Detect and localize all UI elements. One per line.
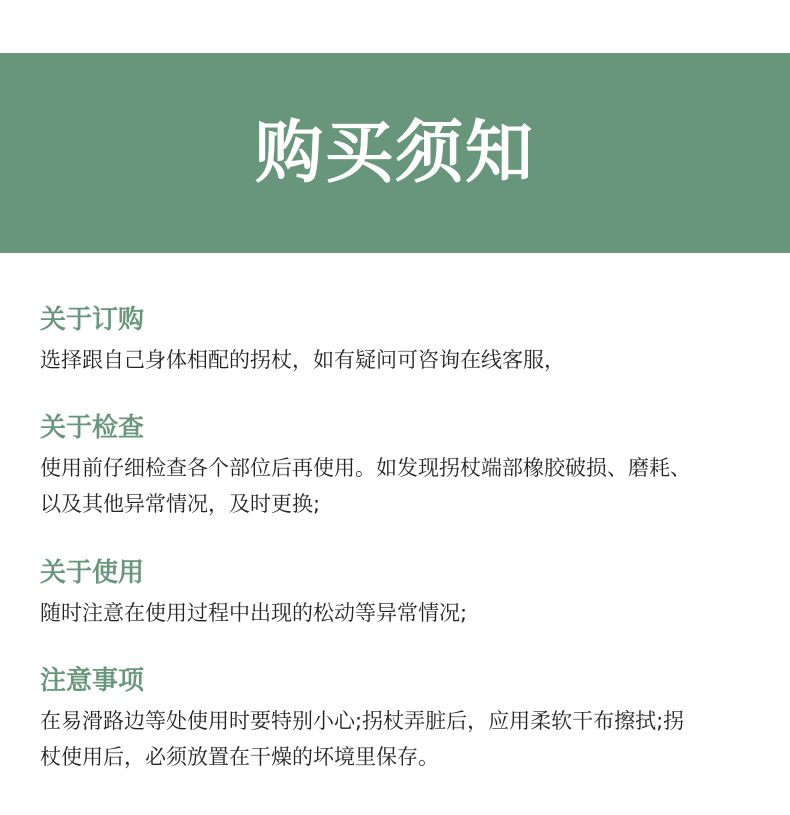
section-body: 在易滑路边等处使用时要特别小心;拐杖弄脏后，应用柔软干布擦拭;拐 杖使用后，必须放置在干燥的坏境里保存。 — [40, 709, 685, 769]
section-heading: 关于检查 — [40, 413, 145, 443]
page-title: 购买须知 — [254, 114, 535, 193]
section-ordering — [40, 304, 760, 378]
header-banner — [0, 53, 790, 253]
section-body: 使用前仔细检查各个部位后再使用。如发现拐杖端部橡胶破损、磨耗、 以及其他异常情况，及时更换; — [40, 456, 691, 516]
section-body: 随时注意在使用过程中出现的松动等异常情况; — [40, 601, 468, 625]
section-usage — [40, 557, 760, 631]
section-body: 选择跟自己身体相配的拐杖，如有疑问可咨询在线客服， — [40, 348, 565, 372]
section-inspection — [40, 412, 760, 522]
section-heading: 关于订购 — [40, 305, 145, 335]
section-heading: 关于使用 — [40, 558, 145, 588]
section-precautions — [40, 665, 760, 775]
section-heading: 注意事项 — [40, 666, 145, 696]
